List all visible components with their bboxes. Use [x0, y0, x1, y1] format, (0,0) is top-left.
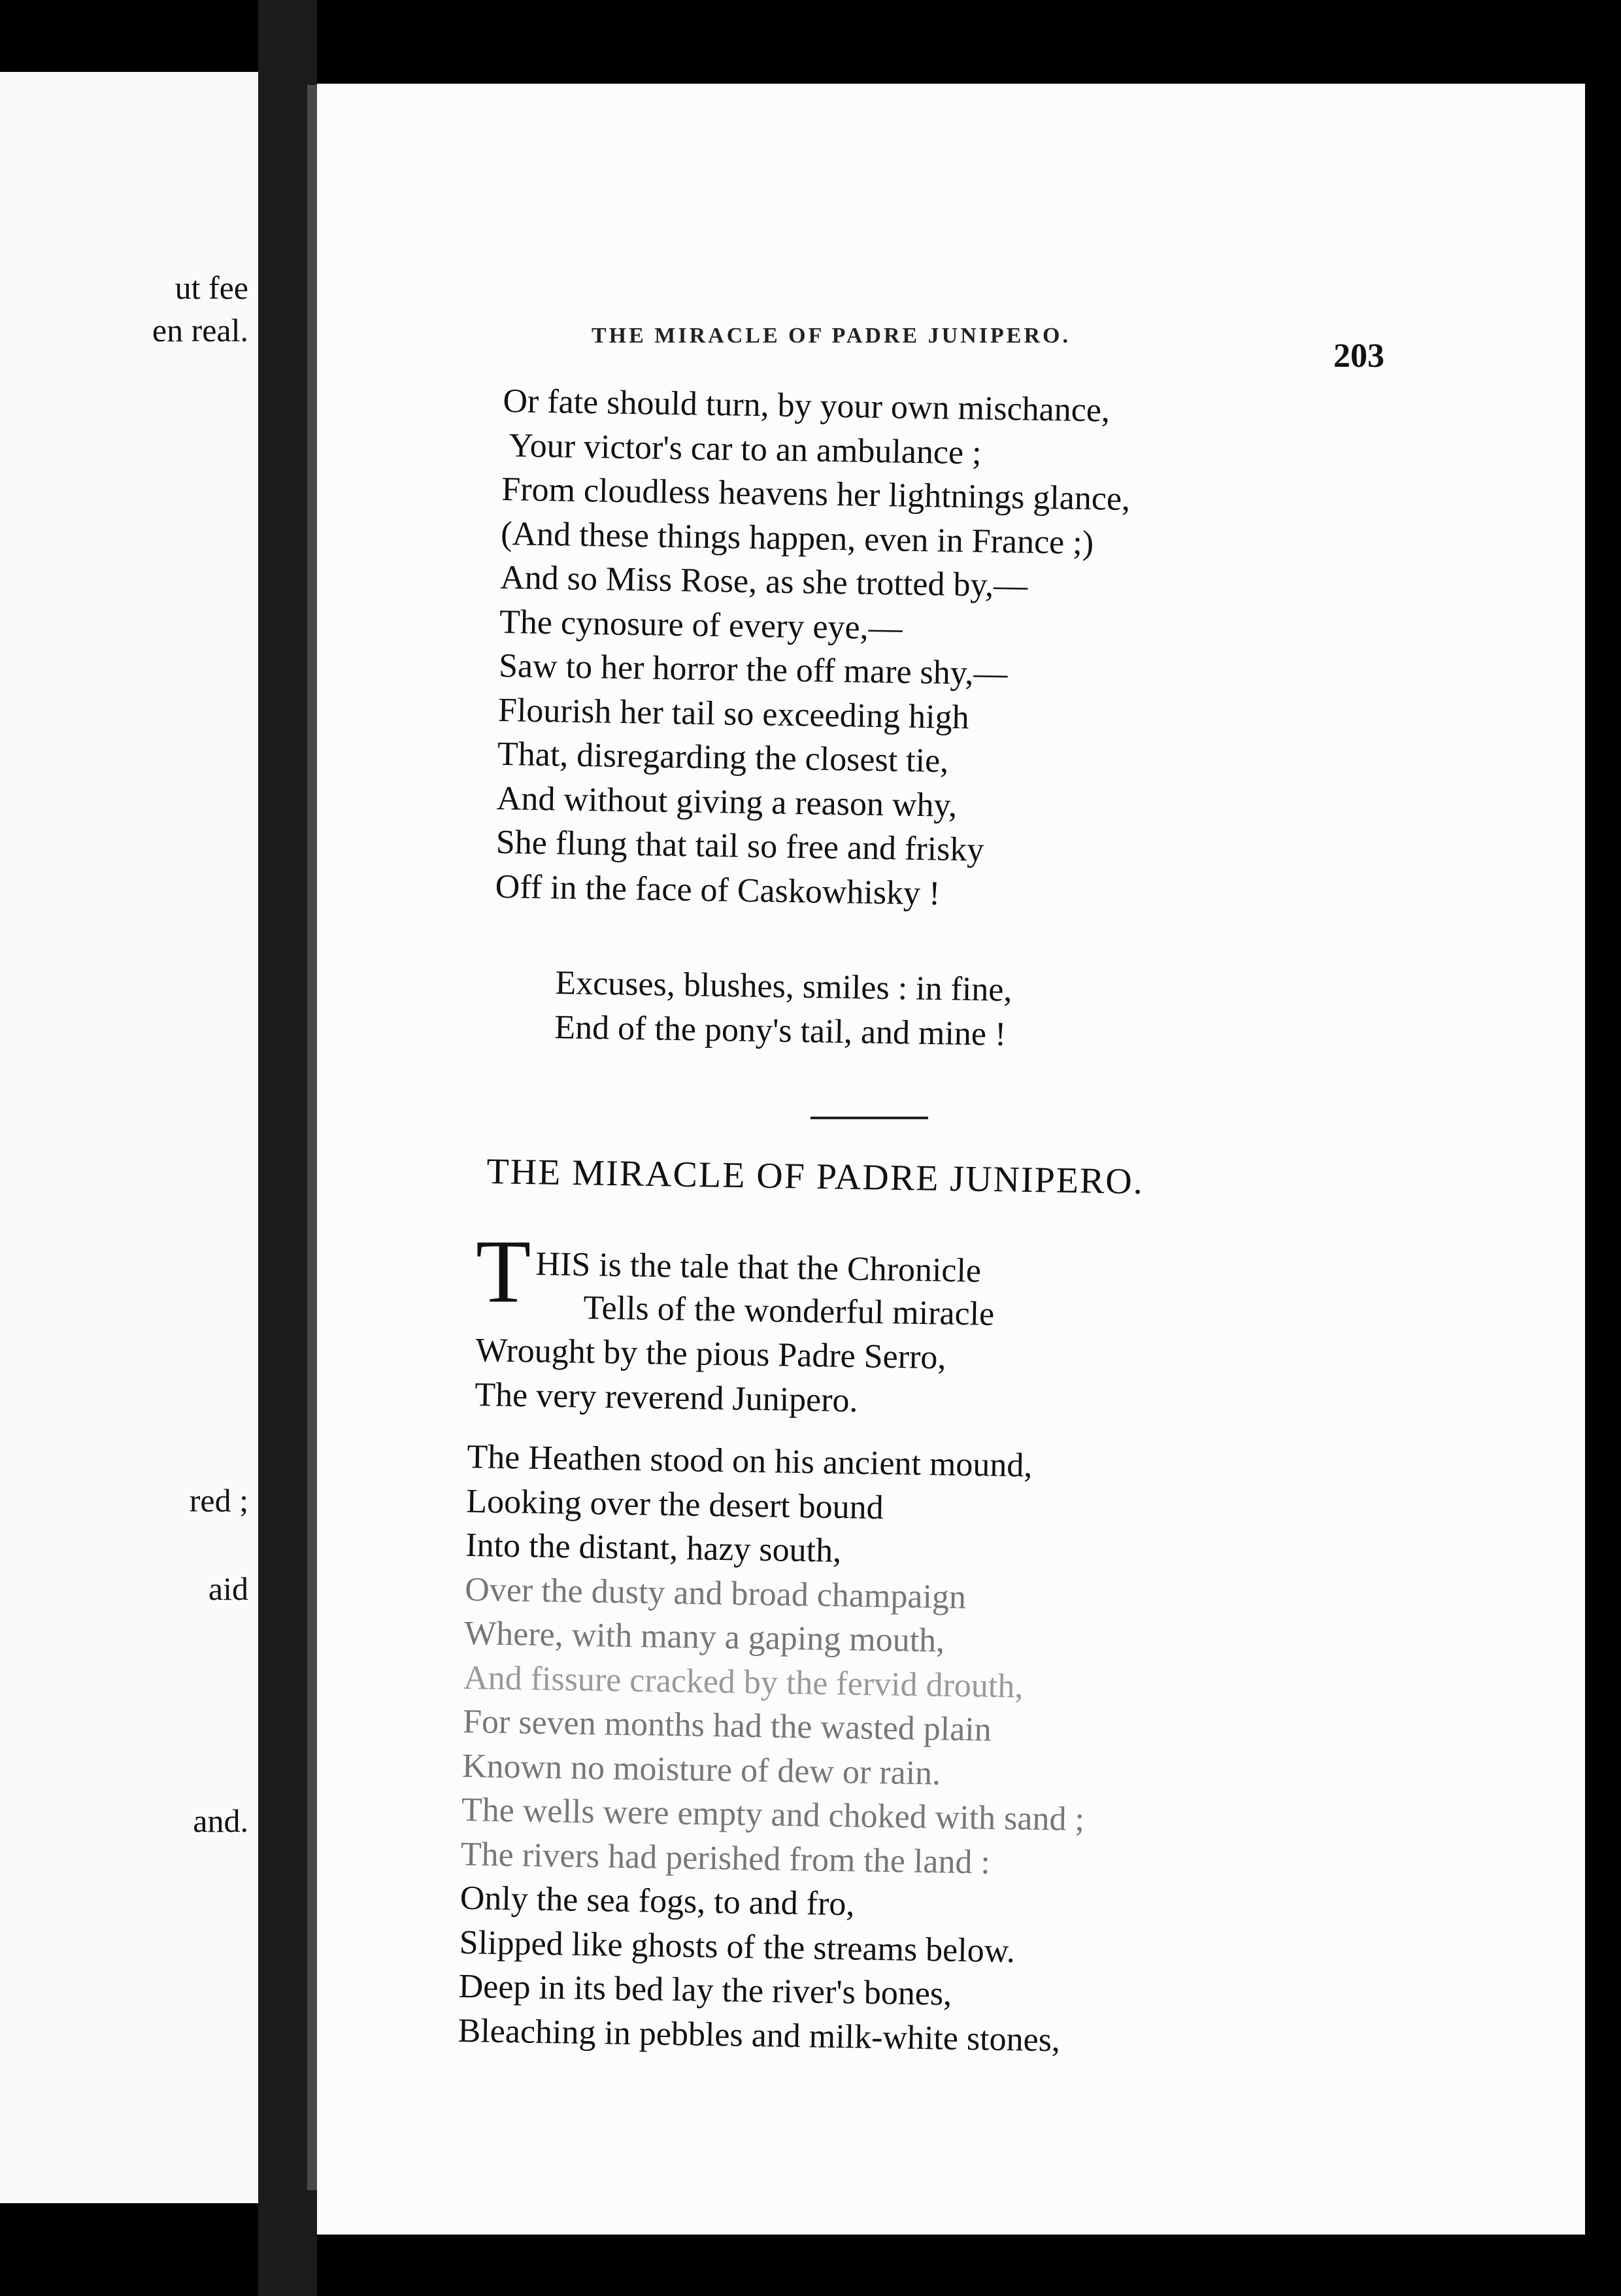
verse-line: The cynosure of every eye,— [499, 603, 903, 647]
verse-line: For seven months had the wasted plain [462, 1702, 992, 1749]
verse-line: Off in the face of Caskowhisky ! [495, 868, 941, 913]
left-fragment: aid [208, 1570, 248, 1607]
verse-line: Only the sea fogs, to and fro, [460, 1879, 855, 1923]
verse-line: Deep in its bed lay the river's bones, [458, 1967, 952, 2013]
verse-line: Or fate should turn, by your own mischance, [503, 382, 1111, 430]
verse-line: Over the dusty and broad champaign [464, 1570, 967, 1616]
verse-line: Into the distant, hazy south, [465, 1526, 842, 1570]
verse-line: The wells were empty and choked with sand ; [461, 1791, 1085, 1838]
poem-title: THE MIRACLE OF PADRE JUNIPERO. [486, 1151, 1145, 1202]
left-page [0, 72, 258, 2203]
verse-line: The rivers had perished from the land : [460, 1835, 991, 1882]
verse-line: Where, with many a gaping mouth, [463, 1614, 945, 1660]
stanza-2 [554, 961, 1012, 1056]
left-fragment: en real. [152, 312, 248, 348]
verse-line: Tells of the wonderful miracle [583, 1289, 995, 1333]
verse-line: (And these things happen, even in France ;) [500, 515, 1094, 562]
stanza-3 [458, 1435, 1090, 2063]
verse-line: And without giving a reason why, [496, 779, 958, 824]
left-fragment: and. [193, 1802, 248, 1839]
verse-line: Your victor's car to an ambulance ; [508, 426, 982, 472]
verse-line: The Heathen stood on his ancient mound, [467, 1438, 1033, 1485]
verse-line: Looking over the desert bound [465, 1482, 884, 1527]
verse-line: The very reverend Junipero. [474, 1376, 858, 1419]
verse-line: From cloudless heavens her lightnings glance, [501, 470, 1131, 518]
verse-line: Known no moisture of dew or rain. [461, 1747, 941, 1792]
running-header: THE MIRACLE OF PADRE JUNIPERO. [592, 324, 1071, 348]
verse-line: And fissure cracked by the fervid drouth, [463, 1659, 1024, 1705]
verse-line: End of the pony's tail, and mine ! [554, 1008, 1007, 1053]
verse-line: Saw to her horror the off mare shy,— [498, 647, 1008, 693]
drop-cap: T [476, 1221, 531, 1321]
left-fragment: ut fee [175, 269, 248, 306]
intro-stanza [583, 1286, 995, 1336]
verse-line: That, disregarding the closest tie, [497, 735, 949, 780]
verse-line: Excuses, blushes, smiles : in fine, [555, 964, 1012, 1009]
verse-line: Bleaching in pebbles and milk-white stones, [458, 2012, 1061, 2059]
page-number: 203 [1333, 337, 1384, 375]
section-divider [811, 1117, 928, 1119]
verse-line: She flung that tail so free and frisky [495, 823, 984, 869]
intro-stanza-cont [475, 1328, 946, 1424]
verse-line: Wrought by the pious Padre Serro, [475, 1331, 946, 1377]
verse-line: Slipped like ghosts of the streams below. [459, 1923, 1016, 1970]
verse-line: HIS is the tale that the Chronicle [535, 1245, 982, 1290]
stanza-1 [495, 379, 1131, 919]
verse-line: And so Miss Rose, as she trotted by,— [499, 558, 1028, 605]
verse-line: Flourish her tail so exceeding high [497, 691, 970, 736]
left-fragment: red ; [189, 1482, 248, 1519]
